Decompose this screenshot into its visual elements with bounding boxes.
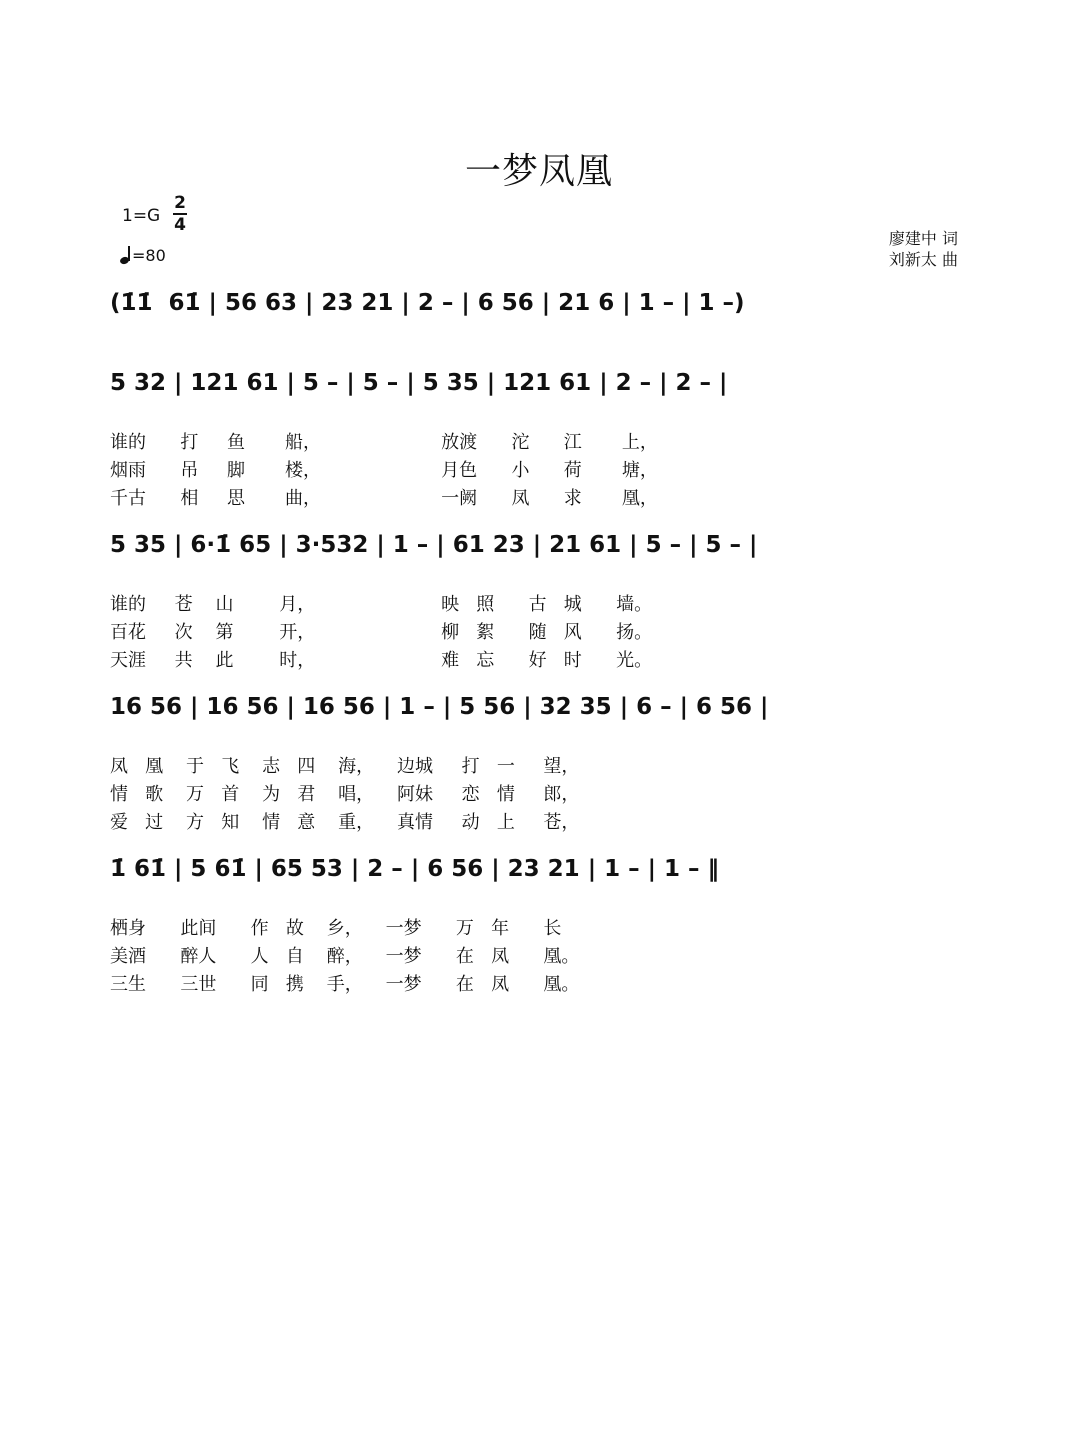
- lyric-verse-2: 百花 次 第 开， 柳 絮 随 风 扬。: [110, 622, 653, 643]
- lyric-verse-3: 爱 过 方 知 情 意 重， 真情 动 上 苍，: [110, 812, 580, 833]
- lyric-verse-1: 凤 凰 于 飞 志 四 海， 边城 打 一 望，: [110, 756, 580, 777]
- notation-text: 16 56 | 16 56 | 16 56 | 1 – | 5 56 | 32 35 | 6 – | 6 56 |: [110, 694, 769, 720]
- score-system-2: [110, 522, 970, 672]
- time-signature: [172, 193, 188, 235]
- time-signature-bottom: 4: [174, 215, 186, 235]
- composer-credit: 刘新太 曲: [888, 250, 958, 269]
- key-signature: 1=G: [122, 206, 161, 226]
- score-system-1: [110, 360, 970, 510]
- score-system-4: [110, 846, 970, 996]
- lyric-verse-2: 美酒 醉人 人 自 醉， 一梦 在 凤 凰。: [110, 946, 580, 967]
- notation-text: 5 32 | 121 61 | 5 – | 5 – | 5 35 | 121 61 | 2 – | 2 – |: [110, 370, 728, 396]
- lyric-verse-3: 三生 三世 同 携 手， 一梦 在 凤 凰。: [110, 974, 580, 995]
- lyric-verse-1: 栖身 此间 作 故 乡， 一梦 万 年 长: [110, 918, 562, 939]
- lyric-verse-2: 情 歌 万 首 为 君 唱， 阿妹 恋 情 郎，: [110, 784, 580, 805]
- notation-line: [110, 846, 970, 906]
- notation-text: 1̇ 61̇ | 5 61̇ | 65 53 | 2 – | 6 56 | 23 21 | 1 – | 1 – ‖: [110, 856, 720, 882]
- lyric-verse-3: 天涯 共 此 时， 难 忘 好 时 光。: [110, 650, 653, 671]
- tempo-marking: [120, 246, 166, 265]
- tempo-value: =80: [132, 246, 166, 265]
- lyricist-credit: 廖建中 词: [888, 229, 958, 248]
- notation-line: [110, 522, 970, 582]
- score-system-intro: [110, 280, 970, 340]
- notation-text: 5 35 | 6·1̇ 65 | 3·532 | 1 – | 61 23 | 21 61 | 5 – | 5 – |: [110, 532, 758, 558]
- lyric-verse-2: 烟雨 吊 脚 楼， 月色 小 荷 塘，: [110, 460, 658, 481]
- notation-line: [110, 684, 970, 744]
- time-signature-top: 2: [174, 193, 186, 213]
- lyric-verse-1: 谁的 打 鱼 船， 放渡 沱 江 上，: [110, 432, 658, 453]
- score-system-3: [110, 684, 970, 834]
- notation-line: [110, 360, 970, 420]
- page-title: 一梦凤凰: [464, 151, 613, 192]
- notation-line: [110, 280, 970, 340]
- lyric-verse-3: 千古 相 思 曲， 一阙 凤 求 凰，: [110, 488, 658, 509]
- notation-text: (1̇1̇ 61̇ | 56 63 | 23 21 | 2 – | 6 56 | 21 6 | 1 – | 1 –): [110, 290, 745, 316]
- quarter-note-icon: [120, 246, 132, 264]
- lyric-verse-1: 谁的 苍 山 月， 映 照 古 城 墙。: [110, 594, 653, 615]
